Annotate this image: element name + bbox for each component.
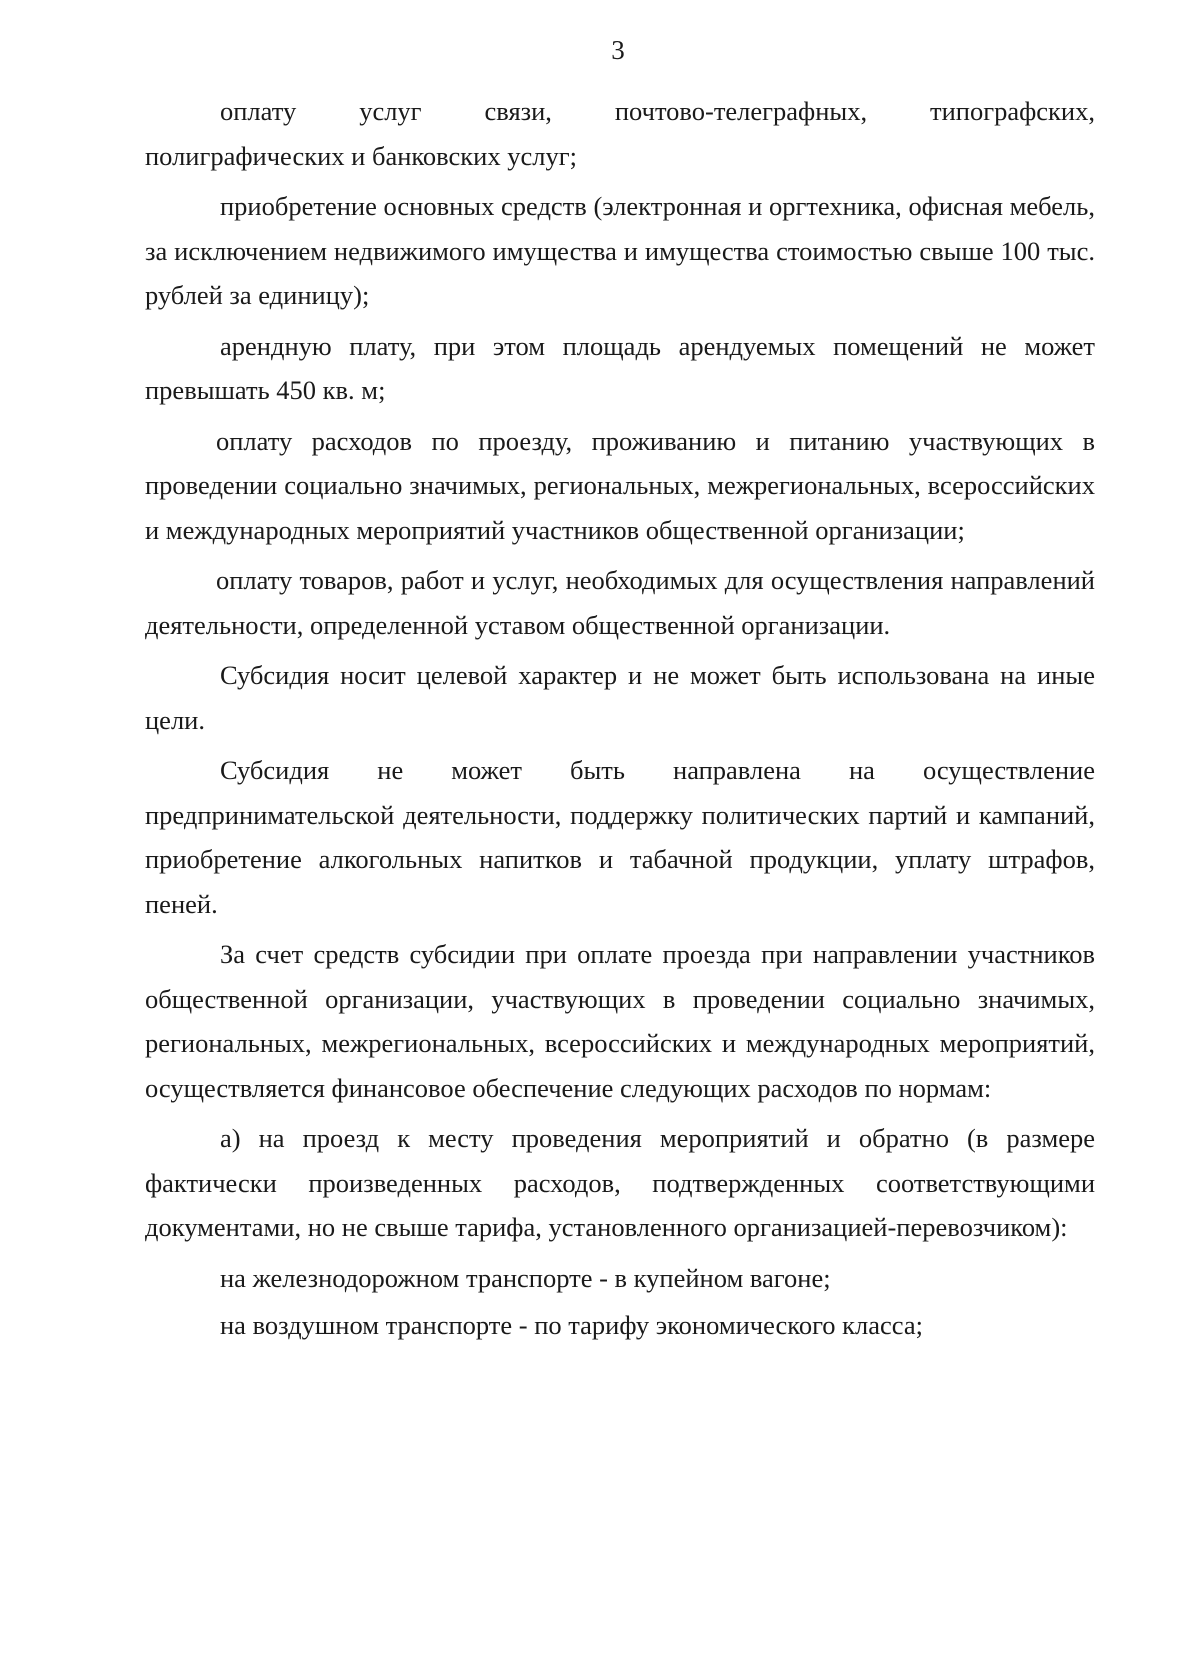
word: услуг (359, 96, 422, 126)
paragraph-continuation: полиграфических и банковских услуг; (145, 140, 577, 171)
paragraph-communication-services (145, 89, 1095, 178)
paragraph-first-line (145, 89, 1095, 134)
word: типографских, (930, 96, 1095, 126)
paragraph-fixed-assets: приобретение основных средств (электронная и оргтехника, офисная мебель, за исключением недвижимого имущества и имущества стоимостью свыше 100 тыс. рублей за единицу); (145, 191, 1095, 310)
paragraph-rent: арендную плату, при этом площадь арендуемых помещений не может превышать 450 кв. м; (145, 330, 1095, 405)
word: связи, (484, 96, 552, 126)
page-number: 3 (611, 35, 625, 65)
word: оплату (220, 96, 297, 126)
document-body (145, 89, 1095, 1351)
word: почтово-телеграфных, (614, 96, 868, 126)
paragraph-subsidy-restrictions: Субсидия не может быть направлена на осуществление предпринимательской деятельности, поддержку политических партий и кампаний, приобретение алкогольных напитков и табачной продукции, уплату штрафов, пеней. (145, 755, 1095, 919)
paragraph-goods-works-services: оплату товаров, работ и услуг, необходимых для осуществления направлений деятельности, определенной уставом общественной организации. (145, 565, 1095, 640)
paragraph-travel-norms: За счет средств субсидии при оплате проезда при направлении участников общественной организации, участвующих в проведении социально значимых, региональных, межрегиональных, всероссийских и международных мероприятий, осуществляется финансовое обеспечение следующих расходов по нормам: (145, 939, 1095, 1103)
paragraph-item-a: а) на проезд к месту проведения мероприятий и обратно (в размере фактически произведенных расходов, подтвержденных соответствующими документами, но не свыше тарифа, установленного организацией-перевозчиком): (145, 1123, 1095, 1242)
paragraph-subsidy-purpose: Субсидия носит целевой характер и не может быть использована на иные цели. (145, 660, 1095, 735)
list-item-railway: на железнодорожном транспорте - в купейном вагоне; (220, 1262, 831, 1293)
paragraph-travel-expenses: оплату расходов по проезду, проживанию и питанию участвующих в проведении социально значимых, региональных, межрегиональных, всероссийских и международных мероприятий участников общественной организации; (145, 425, 1095, 545)
list-item-air: на воздушном транспорте - по тарифу экономического класса; (220, 1310, 923, 1340)
